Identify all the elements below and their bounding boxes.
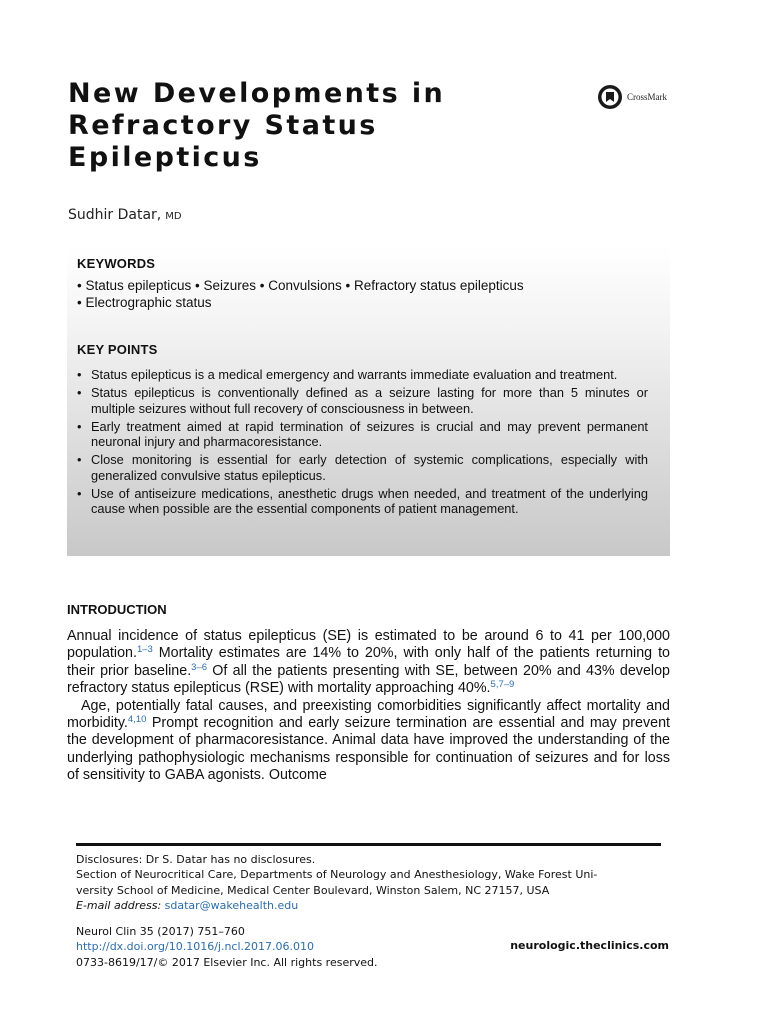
- author-line: [68, 207, 182, 223]
- crossmark-label: CrossMark: [627, 92, 667, 102]
- key-point-text: Status epilepticus is conventionally defined as a seizure lasting for more than 5 minutes or multiple seizures without full recovery of consciousness in between.: [91, 384, 648, 416]
- keywords-list: [77, 277, 657, 311]
- introduction-body: [67, 628, 670, 785]
- key-point-text: Close monitoring is essential for early detection of systemic complications, especially with generalized convulsive status epilepticus.: [91, 452, 648, 483]
- introduction-heading: INTRODUCTION: [67, 602, 167, 617]
- copyright-notice: 0733-8619/17/© 2017 Elsevier Inc. All rights reserved.: [76, 955, 378, 969]
- keyword-line: • Electrographic status: [77, 295, 212, 310]
- body-text-run: Of all the patients presenting with SE, between 20% and 43% develop refractory status epilepticus (RSE) with mortality approaching 40%.: [67, 662, 670, 697]
- bullet-icon: •: [77, 418, 82, 434]
- title-line: Refractory Status: [68, 110, 378, 141]
- citation-link[interactable]: 3–6: [191, 661, 208, 673]
- bullet-icon: •: [77, 384, 82, 400]
- journal-site-link[interactable]: neurologic.theclinics.com: [510, 939, 669, 952]
- bullet-icon: •: [77, 452, 82, 468]
- bullet-icon: •: [77, 367, 82, 382]
- crossmark-icon: [597, 84, 623, 110]
- key-point-text: Use of antiseizure medications, anesthetic drugs when needed, and treatment of the underlying cause when possible are the essential components of patient management.: [91, 485, 648, 517]
- body-paragraph: [67, 698, 670, 785]
- journal-reference: Neurol Clin 35 (2017) 751–760: [76, 925, 245, 938]
- footnotes: [76, 852, 670, 914]
- key-point-item: [77, 385, 648, 416]
- body-text-run: Mortality estimates are 14% to 20%, with only half of the patients returning to their prior baseline.: [67, 645, 670, 679]
- key-points-list: [77, 367, 648, 519]
- title-line: Epilepticus: [68, 142, 262, 173]
- key-point-item: [77, 419, 648, 450]
- affiliation-line: Section of Neurocritical Care, Departments of Neurology and Anesthesiology, Wake Forest Uni-: [76, 868, 598, 882]
- citation-link[interactable]: 4,10: [127, 714, 147, 726]
- keywords-heading: KEYWORDS: [77, 256, 156, 271]
- citation-link[interactable]: 1–3: [136, 644, 153, 656]
- footnote-divider: [76, 843, 661, 846]
- title-line: New Developments in: [68, 78, 446, 109]
- body-text-run: Prompt recognition and early seizure termination are essential and may prevent the development of pharmacoresistance. Animal data have improved the understanding of the underlying pathophysiologic mechanisms responsible for continuation of seizures and for loss of sensitivity to GABA agonists. Outcome: [67, 715, 670, 784]
- body-text-run: Annual incidence of status epilepticus (SE) is estimated to be around 6 to 41 per 100,000 population.: [67, 628, 670, 662]
- doi-link[interactable]: http://dx.doi.org/10.1016/j.ncl.2017.06.010: [76, 940, 314, 954]
- key-point-item: [77, 452, 648, 483]
- email-label: E-mail address:: [76, 899, 162, 913]
- key-point-item: [77, 367, 648, 383]
- body-paragraph: [67, 628, 670, 698]
- key-point-item: [77, 486, 648, 517]
- affiliation-line: versity School of Medicine, Medical Center Boulevard, Winston Salem, NC 27157, USA: [76, 883, 550, 897]
- bullet-icon: •: [77, 485, 82, 501]
- email-link[interactable]: sdatar@wakehealth.edu: [164, 899, 299, 913]
- citation-link[interactable]: 5,7–9: [490, 679, 515, 691]
- author-name: Sudhir Datar,: [68, 207, 162, 223]
- article-title: [68, 78, 538, 174]
- keywords-box: [67, 246, 670, 556]
- key-point-text: Status epilepticus is a medical emergency and warrants immediate evaluation and treatment.: [91, 367, 618, 382]
- disclosures-note: Disclosures: Dr S. Datar has no disclosures.: [76, 853, 316, 866]
- key-point-text: Early treatment aimed at rapid termination of seizures is crucial and may prevent permanent neuronal injury and pharmacoresistance.: [91, 418, 648, 450]
- body-text-run: Age, potentially fatal causes, and preexisting comorbidities significantly affect mortality and morbidity.: [67, 697, 670, 732]
- key-points-heading: KEY POINTS: [77, 342, 158, 357]
- author-degree: MD: [165, 211, 182, 222]
- email-line: [76, 898, 670, 913]
- keyword-line: • Status epilepticus • Seizures • Convulsions • Refractory status epilepticus: [77, 278, 524, 293]
- crossmark-badge[interactable]: [597, 84, 667, 110]
